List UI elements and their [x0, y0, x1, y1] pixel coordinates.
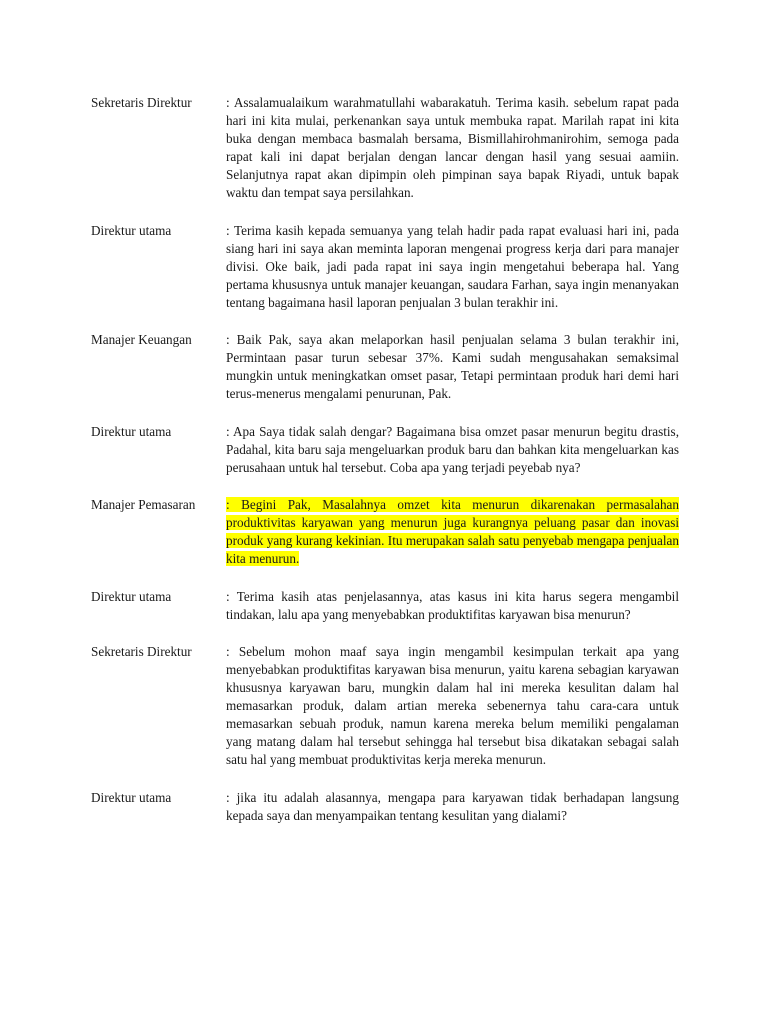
speaker-name: Manajer Pemasaran — [91, 497, 196, 512]
dialogue-entry — [91, 588, 679, 624]
speaker-name: Direktur utama — [91, 588, 172, 604]
highlighted-text: : Begini Pak, Masalahnya omzet kita menurun dikarenakan permasalahan produktivitas karyawan yang menurun juga kurangnya peluang pasar dan inovasi produk yang kurang kekinian. Itu merupakan salah satu penyebab mengapa penjualan kita menurun. — [226, 497, 679, 566]
speech-text: : Sebelum mohon maaf saya ingin mengambil kesimpulan terkait apa yang menyebabkan produktifitas karyawan bisa menurun, yaitu karena sebagian karyawan khususnya karyawan baru, mungkin dalam hal ini mereka kesulitan dalam hal memasarkan produk, dalam artian mereka sebenernya tahu cara-cara untuk memasarkan sebuah produk, namun karena mereka belum memiliki pengalaman yang matang dalam hal tersebut sehingga hal tersebut bisa dikatakan sebagai salah satu hal yang membuat produktivitas kerja mereka menurun. — [226, 644, 679, 767]
dialogue-entry — [91, 222, 679, 312]
speaker-name: Direktur utama — [91, 789, 172, 805]
speech-text: : Assalamualaikum warahmatullahi wabarakatuh. Terima kasih. sebelum rapat pada hari ini kita mulai, perkenankan saya untuk membuka rapat. Marilah rapat ini kita buka dengan membaca basmalah bersama, Bismillahirohmanirohim, semoga pada rapat kali ini dapat berjalan dengan lancar dengan hasil yang sesuai aamiin. Selanjutnya rapat akan dipimpin oleh pimpinan saya bapak Riyadi, untuk bapak waktu dan tempat saya persilahkan. — [226, 95, 679, 200]
speaker-name: Sekretaris Direktur — [91, 644, 192, 659]
speech-text: : Terima kasih kepada semuanya yang telah hadir pada rapat evaluasi hari ini, pada siang hari ini saya akan meminta laporan mengenai progress kerja dari para manajer divisi. Oke baik, jadi pada rapat ini saya ingin mengetahui beberapa hal. Yang pertama khususnya untuk manajer keuangan, saudara Farhan, saya ingin menanyakan tentang bagaimana hasil laporan penjualan 3 bulan terakhir ini. — [226, 222, 679, 310]
speech-text: : Baik Pak, saya akan melaporkan hasil penjualan selama 3 bulan terakhir ini, Permintaan pasar turun sebesar 37%. Kami sudah mengusahakan semaksimal mungkin untuk meningkatkan omset pasar, Tetapi permintaan produk hari demi hari terus-menerus mengalami penurunan, Pak. — [226, 332, 679, 401]
speaker-name: Direktur utama — [91, 222, 172, 238]
dialogue-entry — [91, 643, 679, 769]
dialogue-entry — [91, 496, 679, 568]
speaker-name: Sekretaris Direktur — [91, 95, 192, 110]
dialogue-entry — [91, 423, 679, 477]
speech-text: : Terima kasih atas penjelasannya, atas kasus ini kita harus segera mengambil tindakan, lalu apa yang menyebabkan produktifitas karyawan bisa menurun? — [226, 588, 679, 622]
speech-text: : jika itu adalah alasannya, mengapa para karyawan tidak berhadapan langsung kepada saya dan menyampaikan tentang kesulitan yang dialami? — [226, 789, 679, 823]
speaker-name: Manajer Keuangan — [91, 332, 192, 347]
speech-text: : Apa Saya tidak salah dengar? Bagaimana bisa omzet pasar menurun begitu drastis, Padahal, kita baru saja mengeluarkan produk baru dan bahkan kita mengeluarkan kas perusahaan untuk hal tersebut. Coba apa yang terjadi peyebab nya? — [226, 423, 679, 475]
highlighted-speech — [226, 496, 679, 568]
dialogue-entry — [91, 789, 679, 825]
dialogue-entry — [91, 331, 679, 403]
dialogue-entry — [91, 94, 679, 202]
meeting-transcript — [91, 94, 679, 844]
speaker-name: Direktur utama — [91, 423, 172, 439]
